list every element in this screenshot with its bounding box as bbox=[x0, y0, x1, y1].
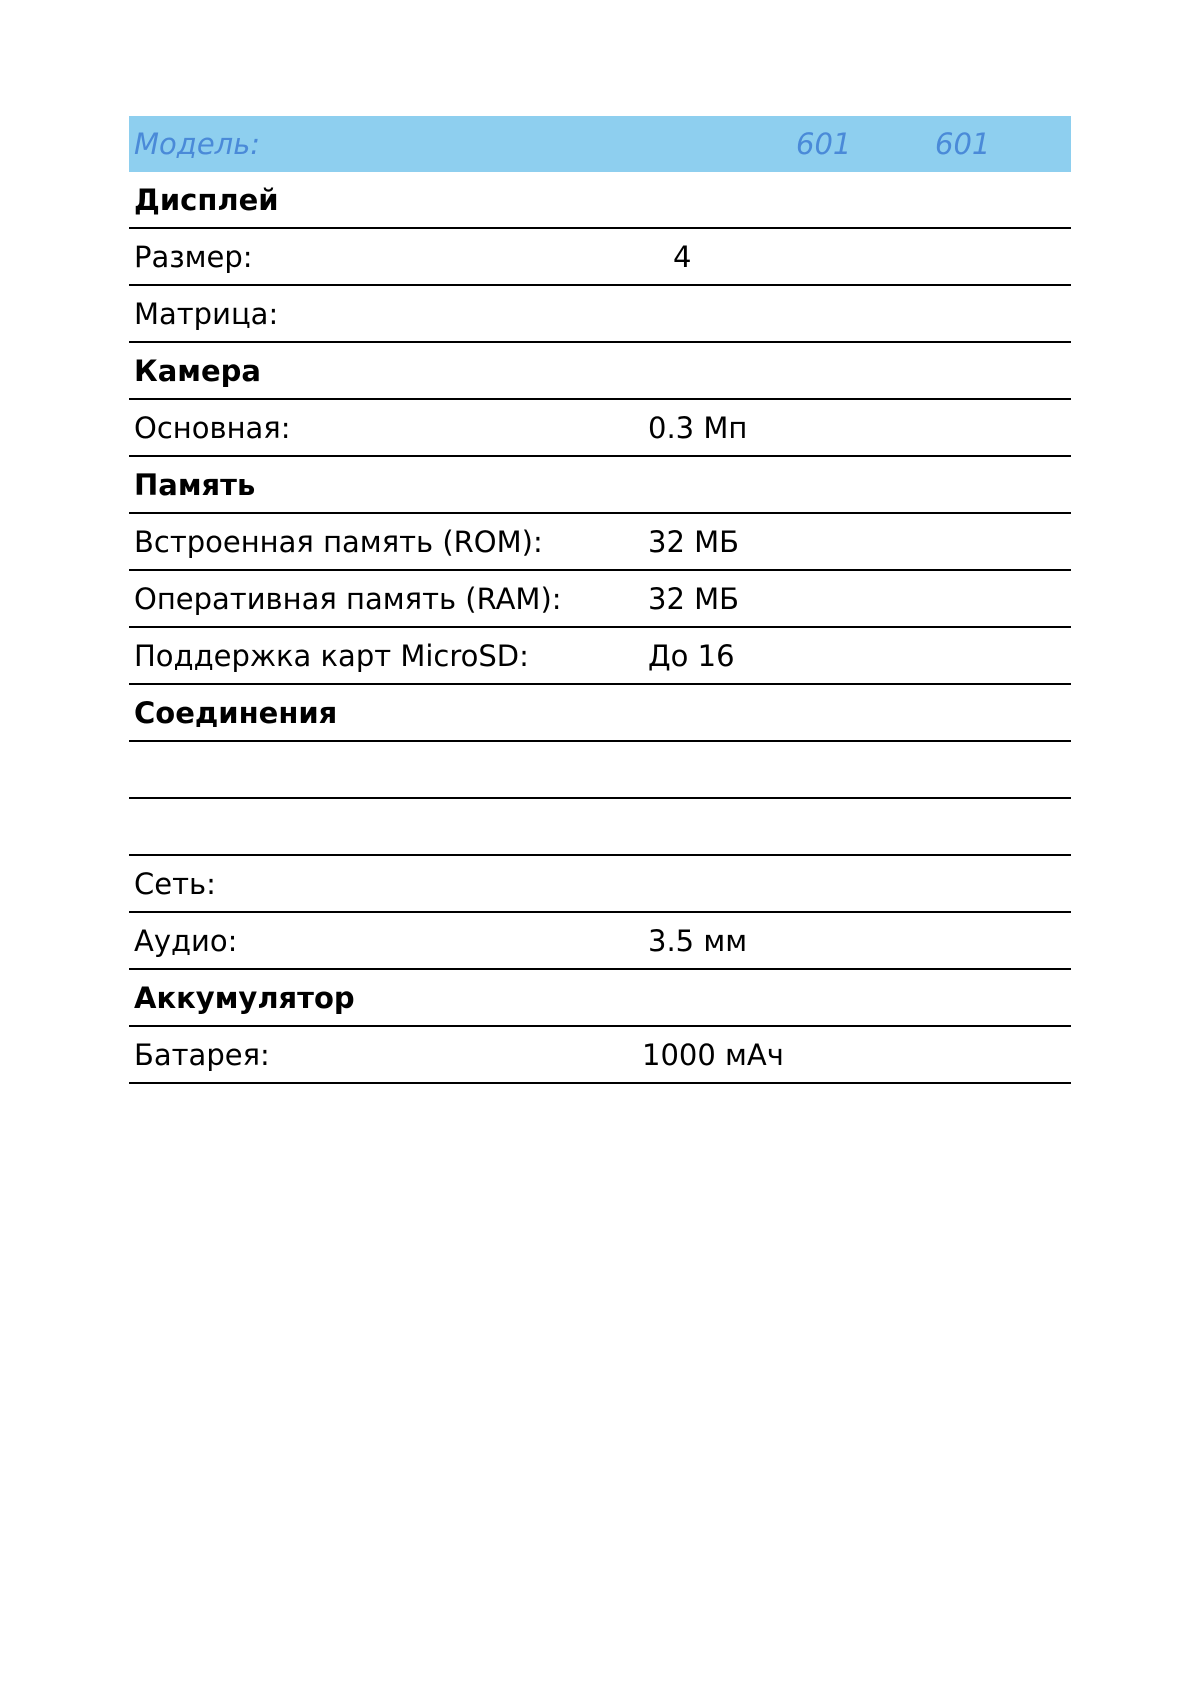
section-display bbox=[129, 172, 1071, 229]
spec-label-battery: Батарея: bbox=[134, 1037, 270, 1072]
spec-row-microsd bbox=[129, 628, 1071, 685]
spec-row-matrix bbox=[129, 286, 1071, 343]
spec-label-matrix: Матрица: bbox=[134, 296, 279, 331]
model-header-row bbox=[129, 116, 1071, 172]
spec-label-microsd: Поддержка карт MicroSD: bbox=[134, 638, 529, 673]
spec-row-rom bbox=[129, 514, 1071, 571]
section-title-battery: Аккумулятор bbox=[134, 980, 355, 1015]
spec-row-main-camera bbox=[129, 400, 1071, 457]
model-value-1: 601 bbox=[796, 127, 852, 161]
section-title-connections: Соединения bbox=[134, 695, 338, 730]
spec-value-rom: 32 МБ bbox=[648, 524, 740, 559]
spec-value-audio: 3.5 мм bbox=[648, 923, 748, 958]
spec-value-size: 4 bbox=[673, 239, 692, 274]
spec-row-audio bbox=[129, 913, 1071, 970]
section-battery bbox=[129, 970, 1071, 1027]
spec-row-battery bbox=[129, 1027, 1071, 1084]
spec-label-audio: Аудио: bbox=[134, 923, 238, 958]
section-connections bbox=[129, 685, 1071, 742]
section-memory bbox=[129, 457, 1071, 514]
spec-label-rom: Встроенная память (ROM): bbox=[134, 524, 543, 559]
spec-table bbox=[129, 116, 1071, 1084]
spec-row-empty-1 bbox=[129, 742, 1071, 799]
model-label: Модель: bbox=[134, 127, 261, 161]
section-camera bbox=[129, 343, 1071, 400]
spec-row-size bbox=[129, 229, 1071, 286]
spec-row-network bbox=[129, 856, 1071, 913]
spec-value-ram: 32 МБ bbox=[648, 581, 740, 616]
spec-value-main-camera: 0.3 Мп bbox=[648, 410, 748, 445]
spec-label-network: Сеть: bbox=[134, 866, 216, 901]
spec-value-battery: 1000 мАч bbox=[642, 1037, 784, 1072]
spec-row-ram bbox=[129, 571, 1071, 628]
model-value-2: 601 bbox=[935, 127, 991, 161]
section-title-display: Дисплей bbox=[134, 182, 279, 217]
section-title-camera: Камера bbox=[134, 353, 261, 388]
spec-label-main-camera: Основная: bbox=[134, 410, 291, 445]
section-title-memory: Память bbox=[134, 467, 256, 502]
spec-value-microsd: До 16 bbox=[648, 638, 735, 673]
spec-row-empty-2 bbox=[129, 799, 1071, 856]
spec-label-size: Размер: bbox=[134, 239, 253, 274]
spec-label-ram: Оперативная память (RAM): bbox=[134, 581, 562, 616]
